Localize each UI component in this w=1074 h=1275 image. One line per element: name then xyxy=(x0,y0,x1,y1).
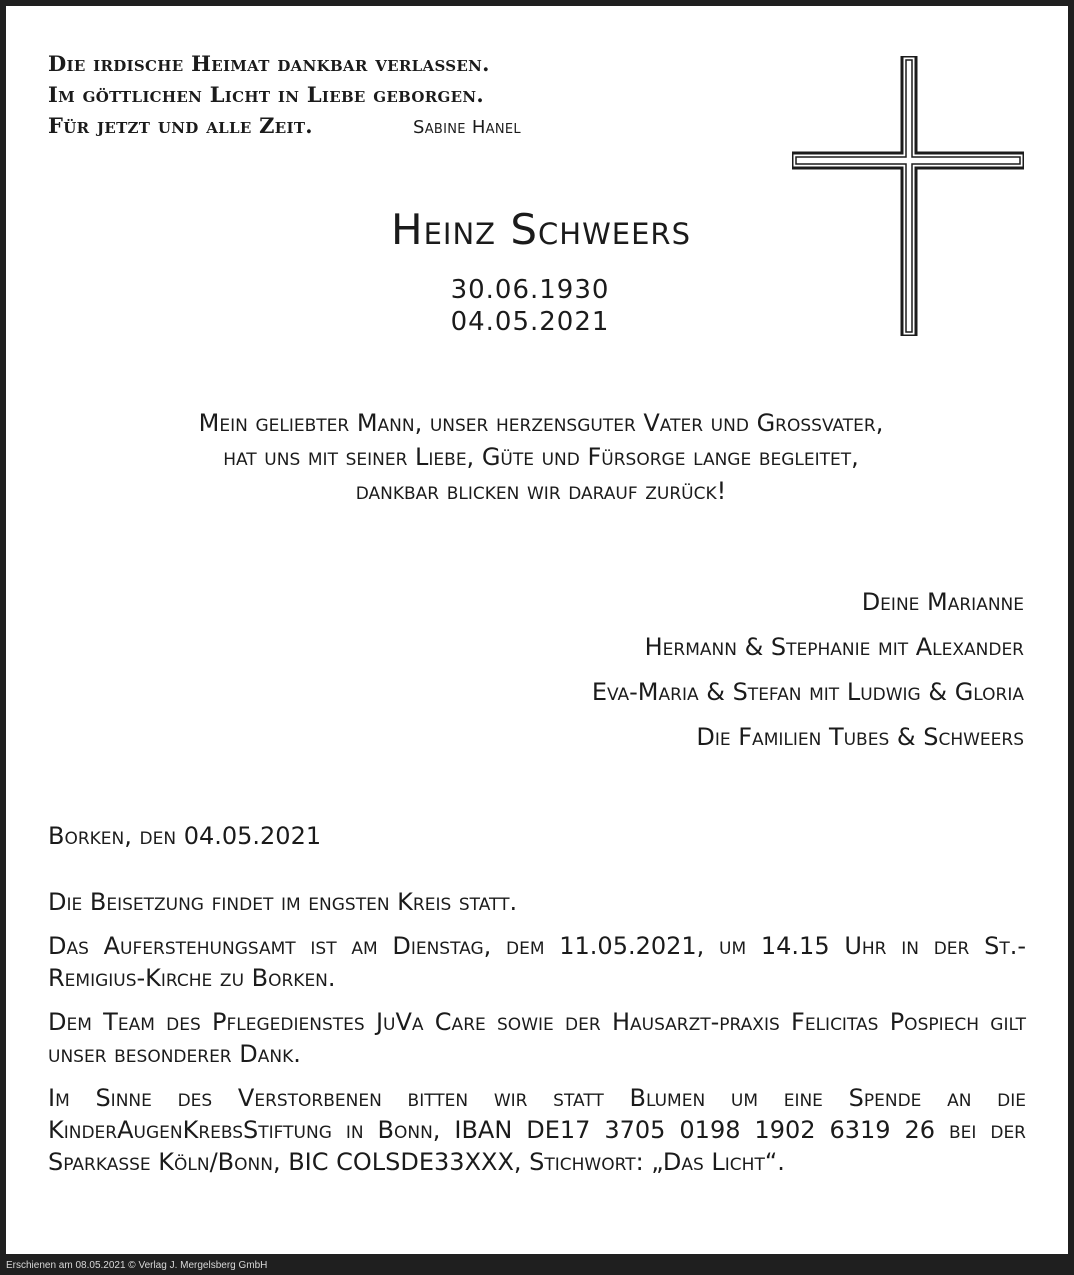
poem-line: Für jetzt und alle Zeit. xyxy=(48,113,313,138)
mourner-line: Hermann & Stephanie mit Alexander xyxy=(644,633,1024,661)
tribute-line: hat uns mit seiner Liebe, Güte und Fürsorge lange begleitet, xyxy=(223,443,859,471)
mourner-line: Deine Marianne xyxy=(861,588,1024,616)
poem-line: Die irdische Heimat dankbar verlassen. xyxy=(48,51,490,76)
tribute-text xyxy=(26,406,1056,508)
tribute-line: Mein geliebter Mann, unser herzensguter Vater und Grossvater, xyxy=(198,409,884,437)
notice-paragraph: Das Auferstehungsamt ist am Dienstag, dem 11.05.2021, um 14.15 Uhr in der St.-Remigius-Kirche zu Borken. xyxy=(48,932,1026,992)
obituary-notice xyxy=(6,6,1068,1254)
life-dates xyxy=(380,274,680,338)
place-date: Borken, den 04.05.2021 xyxy=(48,822,322,850)
tribute-line: dankbar blicken wir darauf zurück! xyxy=(355,477,727,505)
poem xyxy=(48,48,608,141)
notice-paragraph: Im Sinne des Verstorbenen bitten wir statt Blumen um eine Spende an die KinderAugenKrebsStiftung in Bonn, IBAN DE17 3705 0198 1902 6319 26 bei der Sparkasse Köln/Bonn, BIC COLSDE33XXX, Stichwort: „Das Licht“. xyxy=(48,1084,1026,1176)
death-date: 04.05.2021 xyxy=(450,307,610,337)
funeral-notices xyxy=(48,886,1026,1190)
publication-footer: Erschienen am 08.05.2021 © Verlag J. Mergelsberg GmbH xyxy=(6,1260,268,1271)
mourner-line: Eva-Maria & Stefan mit Ludwig & Gloria xyxy=(591,678,1024,706)
birth-date: 30.06.1930 xyxy=(450,275,610,305)
mourner-line: Die Familien Tubes & Schweers xyxy=(696,723,1024,751)
mourners-list xyxy=(324,580,1024,760)
deceased-name: Heinz Schweers xyxy=(391,205,691,254)
notice-paragraph: Dem Team des Pflegedienstes JuVa Care sowie der Hausarzt-praxis Felicitas Pospiech gilt unser besonderer Dank. xyxy=(48,1008,1026,1068)
cross-icon xyxy=(792,56,1024,336)
poem-line: Im göttlichen Licht in Liebe geborgen. xyxy=(48,82,484,107)
poem-author: Sabine Hanel xyxy=(413,117,521,138)
notice-paragraph: Die Beisetzung findet im engsten Kreis statt. xyxy=(48,888,518,916)
